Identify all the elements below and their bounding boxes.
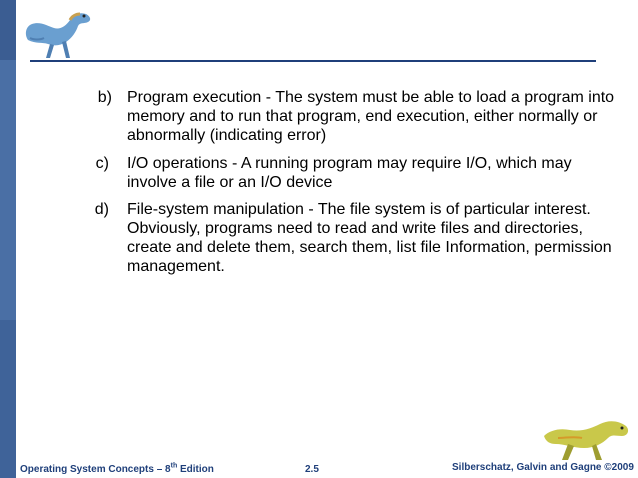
list-marker: c)	[95, 155, 109, 172]
list-item-text: File-system manipulation - The file system is of particular interest. Obviously, programs need to read and write files and directories, create and delete them, search them, list file Information, permission management.	[127, 201, 612, 275]
list-item-text: Program execution - The system must be able to load a program into memory and to run that program, end execution, either normally or abnormally (indicating error)	[127, 89, 615, 144]
dinosaur-logo-icon	[538, 408, 634, 464]
left-sidebar-bar	[0, 0, 16, 478]
list-marker: d)	[94, 201, 109, 218]
dinosaur-logo-icon	[20, 4, 98, 60]
header-divider	[30, 60, 596, 62]
footer-copyright: Silberschatz, Galvin and Gagne ©2009	[452, 462, 634, 473]
slide-footer	[0, 460, 638, 478]
sidebar-segment	[0, 0, 16, 60]
list-marker: b)	[97, 89, 112, 106]
footer-book-title: Operating System Concepts – 8th Edition	[20, 462, 214, 475]
list-item-text: I/O operations - A running program may require I/O, which may involve a file or an I/O device	[127, 155, 572, 191]
footer-page-number: 2.5	[305, 464, 319, 475]
sidebar-segment	[0, 320, 16, 478]
